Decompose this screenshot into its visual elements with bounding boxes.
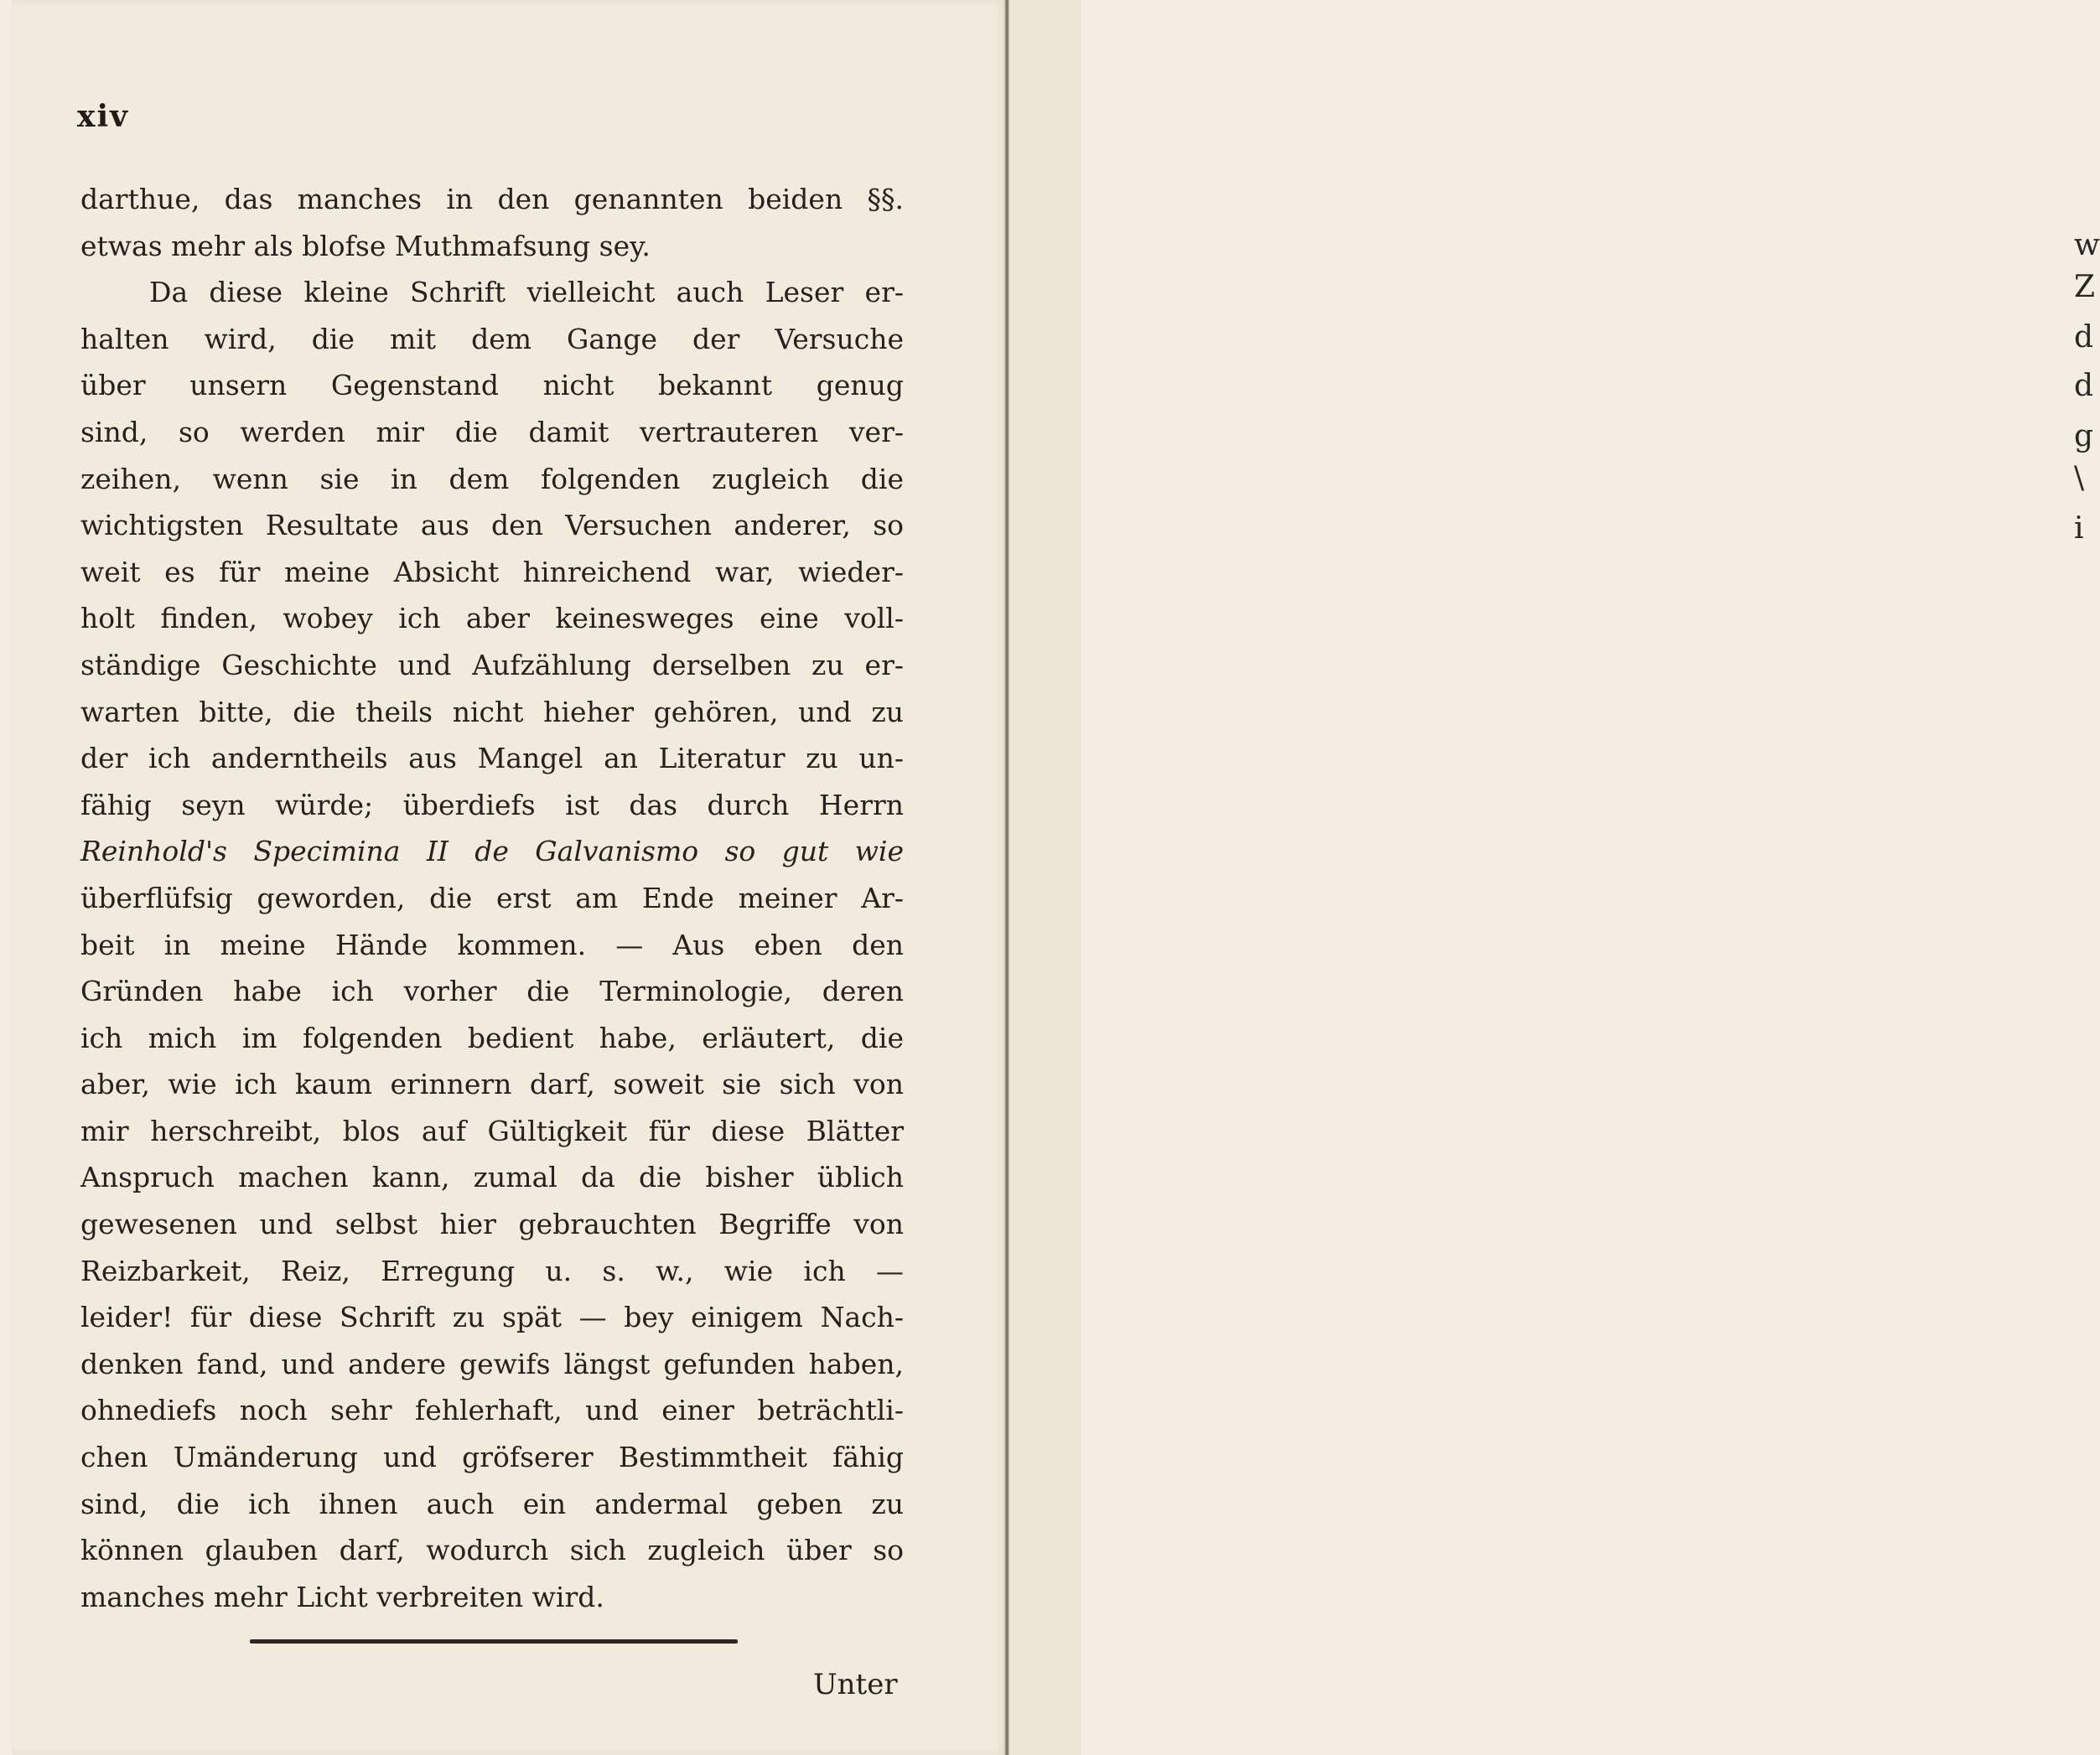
text-line: gewesenen und selbst hier gebrauchten Begriffe von — [80, 1208, 904, 1241]
text-line: warten bitte, die theils nicht hieher gehören, und zu — [80, 695, 904, 728]
text-line: darthue, das manches in den genannten beiden §§. — [80, 183, 904, 215]
body-text — [80, 176, 904, 1620]
facing-page-edge — [1009, 0, 2100, 1755]
text-line: sind, die ich ihnen auch ein andermal geben zu — [80, 1487, 904, 1520]
text-line: ich mich im folgenden bedient habe, erläutert, die — [80, 1021, 904, 1054]
text-line: fähig seyn würde; überdiefs ist das durch Herrn — [80, 788, 904, 821]
text-line: holt finden, wobey ich aber keinesweges eine voll- — [80, 602, 904, 635]
text-line: über unsern Gegenstand nicht bekannt genug — [80, 369, 904, 402]
text-line: wichtigsten Resultate aus den Versuchen anderer, so — [80, 509, 904, 542]
text-line: sind, so werden mir die damit vertrauteren ver- — [80, 415, 904, 448]
text-line: Reizbarkeit, Reiz, Erregung u. s. w., wie ich — — [80, 1254, 904, 1287]
edge-letter: i — [2074, 511, 2084, 546]
edge-letter: g — [2074, 419, 2094, 453]
edge-letter: d — [2074, 369, 2094, 403]
catchword: Unter — [813, 1668, 898, 1701]
text-line: ohnediefs noch sehr fehlerhaft, und einer beträchtli- — [80, 1394, 904, 1427]
text-line: halten wird, die mit dem Gange der Versuche — [80, 322, 904, 355]
text-line: Reinhold's Specimina II de Galvanismo so gut wie — [80, 835, 904, 868]
text-line: der ich anderntheils aus Mangel an Literatur zu un- — [80, 742, 904, 775]
text-line: überflüfsig geworden, die erst am Ende meiner Ar- — [80, 881, 904, 914]
text-line: beit in meine Hände kommen. — Aus eben den — [80, 928, 904, 961]
text-line: mir herschreibt, blos auf Gültigkeit für diese Blätter — [80, 1114, 904, 1147]
text-line: Da diese kleine Schrift vielleicht auch Leser er- — [149, 276, 904, 309]
text-line: können glauben darf, wodurch sich zugleich über so — [80, 1534, 904, 1567]
text-line: denken fand, und andere gewifs längst gefunden haben, — [80, 1347, 904, 1380]
text-line: leider! für diese Schrift zu spät — bey einigem Nach- — [80, 1301, 904, 1334]
text-line: Anspruch machen kann, zumal da die bisher üblich — [80, 1161, 904, 1194]
edge-letter: d — [2074, 320, 2094, 355]
edge-letter: w — [2074, 228, 2100, 262]
text-line: etwas mehr als blofse Muthmafsung sey. — [80, 229, 651, 262]
edge-letter: Z — [2074, 270, 2096, 304]
section-divider — [250, 1639, 738, 1644]
text-line: chen Umänderung und gröfserer Bestimmtheit fähig — [80, 1441, 904, 1474]
text-line: weit es für meine Absicht hinreichend war, wieder- — [80, 555, 904, 588]
edge-letter: \ — [2074, 461, 2085, 495]
text-line: manches mehr Licht verbreiten wird. — [80, 1580, 604, 1613]
text-line: aber, wie ich kaum erinnern darf, soweit sie sich von — [80, 1068, 904, 1101]
page-number-header: xiv — [77, 99, 130, 134]
text-line: Gründen habe ich vorher die Terminologie, deren — [80, 975, 904, 1008]
text-line: zeihen, wenn sie in dem folgenden zugleich die — [80, 462, 904, 495]
text-line: ständige Geschichte und Aufzählung derselben zu er- — [80, 648, 904, 681]
